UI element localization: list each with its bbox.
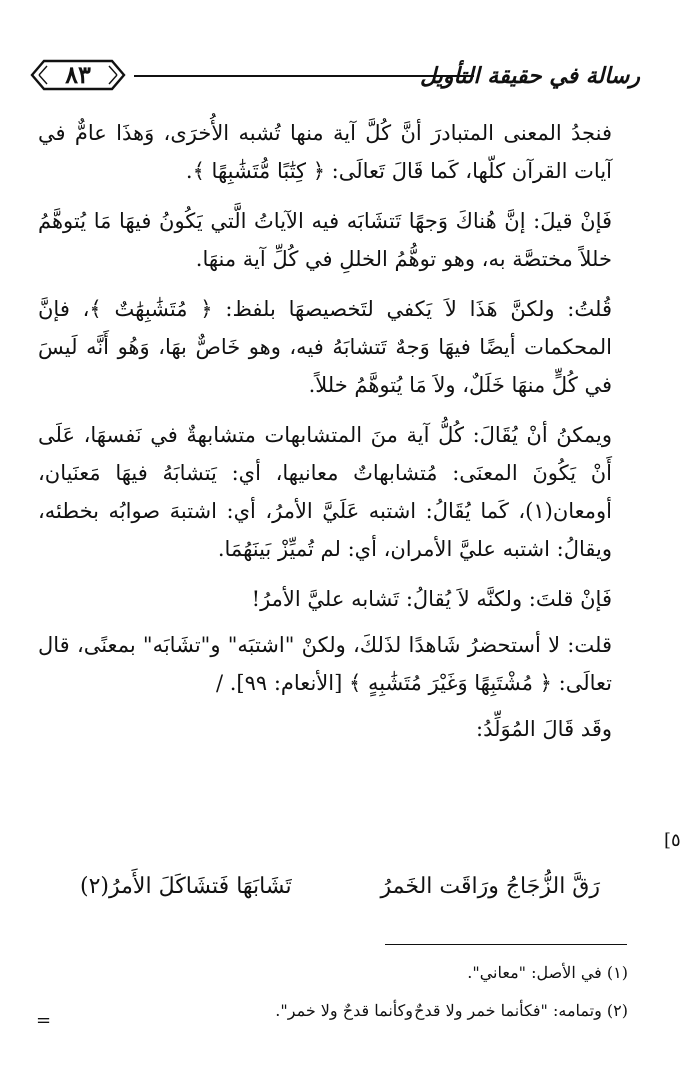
paragraph: فَإنْ قلتَ: ولكنَّه لاَ يُقالُ: تَشابه عليَّ الأمرُ!: [251, 587, 612, 611]
paragraph: قُلتُ: ولكنَّ هَذَا لاَ يَكفي لتَخصيصهَا بلفظ: ﴿ مُتَشَٰبِهَٰتٌ ﴾، فإنَّ المحكمات أيضًا فيهَا وَجهٌ تَتشابَهُ فيه، وهو خَاصٌّ بهَا، وَهُو أَنَّه لَيسَ في كُلٍّ منهَا خَلَلٌ، ولاَ مَا يُتوهَّمُ خللاً.: [38, 297, 612, 397]
page-number-badge: [30, 58, 126, 92]
page-number: ٨٣: [65, 60, 91, 89]
footnotes: [38, 955, 628, 1031]
footnote-text: (١) في الأصل: "معاني".: [467, 963, 628, 982]
footnote-separator: [385, 944, 627, 945]
paragraph: ويمكنُ أنْ يُقَالَ: كُلُّ آية منَ المتشابهات متشابهةٌ في نَفسهَا، عَلَى أَنْ يَكُونَ المعنَى: مُتشابهاتٌ معانيها، أي: يَتشابَهُ فيهَا مَعنَيان، أومعان(١)، كَما يُقَالُ: اشتبه عَلَيَّ الأمرُ، أي: اشتبهَ صوابُه بخطئه، ويقالُ: اشتبه عليَّ الأمران، أي: لم تُميِّزْ بَينَهُمَا.: [38, 423, 612, 561]
book-title: رسالة في حقيقة التأويل: [420, 63, 640, 89]
continuation-mark: =: [36, 1010, 52, 1031]
footnote-text: (٢) وتمامه: "فكأنما خمر ولا قدحٌ: [414, 1001, 628, 1020]
footnote: [38, 955, 628, 993]
paragraph: فَإنْ قيلَ: إنَّ هُناكَ وَجهًا تَتشَابَه فيه الآياتُ الَّتي يَكُونُ فيهَا مَا يُتوهَّمُ خللاً مختصَّة به، وهو توهُّمُ الخللِ في كُلِّ آية منهَا.: [38, 209, 612, 271]
page-header: [30, 58, 640, 94]
paragraph: قلت: لا أستحضرُ شَاهدًا لذَلكَ، ولكنْ "اشتبَه" و"تشَابَه" بمعنًى، قال تعالَى: ﴿ مُشْتَبِهًا وَغَيْرَ مُتَشَٰبِهٍ ﴾ [الأنعام: ٩٩]. /: [38, 633, 612, 695]
poem-first-hemistich: رَقَّ الزُّجَاجُ ورَاقَت الخَمرُ: [380, 874, 600, 899]
paragraph: فنجدُ المعنى المتبادرَ أنَّ كُلَّ آية منها تُشبه الأُخرَى، وَهذَا عامٌّ في آيات القرآن كلّها، كَما قَالَ تَعالَى: ﴿ كِتَٰبًا مُّتَشَٰبِهًا ﴾.: [38, 121, 612, 183]
poem-verse: [80, 868, 600, 912]
poem-second-hemistich: تَشَابَهَا فَتشَاكَلَ الأَمرُ(٢): [80, 874, 292, 899]
footnote: [38, 993, 628, 1031]
main-text: [38, 114, 612, 760]
paragraph: وقَد قَالَ المُوَلِّدُ:: [476, 717, 612, 741]
margin-bracket: [٥: [664, 830, 681, 851]
footnote-continuation: وكأنما قدحٌ ولا خمر".: [275, 1001, 413, 1020]
